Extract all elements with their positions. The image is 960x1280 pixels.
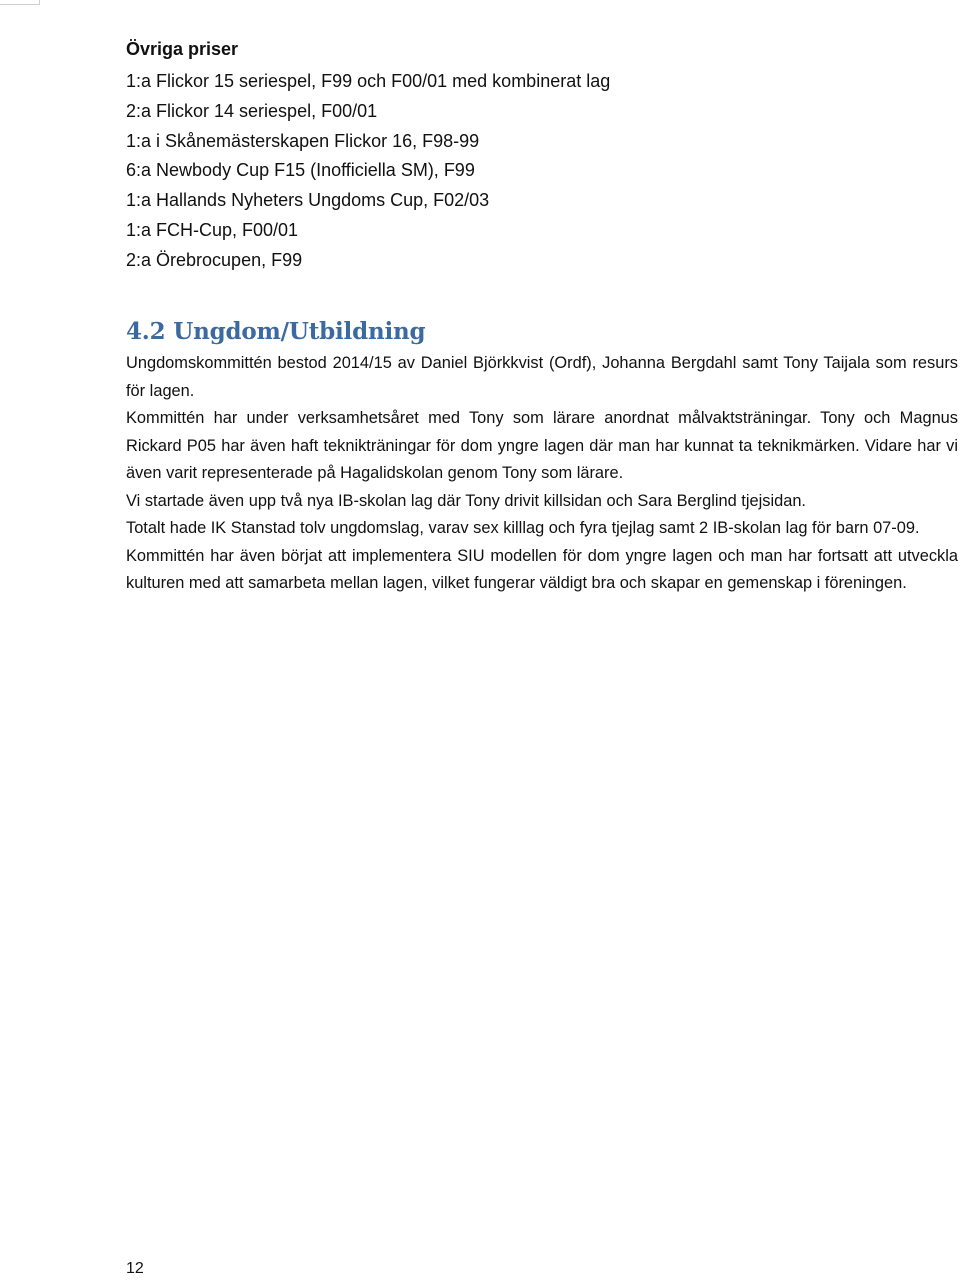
prize-item: 1:a i Skånemästerskapen Flickor 16, F98-99 xyxy=(126,130,480,151)
prize-item: 1:a FCH-Cup, F00/01 xyxy=(126,219,299,240)
prize-item: 2:a Flickor 14 seriespel, F00/01 xyxy=(126,100,378,121)
prize-list xyxy=(126,67,610,276)
other-prizes-heading: Övriga priser xyxy=(126,39,239,59)
section-body xyxy=(126,350,958,598)
paragraph: Kommittén har under verksamhetsåret med Tony som lärare anordnat målvaktsträningar. Tony och Magnus Rickard P05 har även haft teknikträningar för dom yngre lagen där man har kunnat ta teknikmärken. Vidare har vi även varit representerade på Hagalidskolan genom Tony som lärare. xyxy=(126,409,958,482)
page-number: 12 xyxy=(126,1260,144,1277)
paragraph: Kommittén har även börjat att implementera SIU modellen för dom yngre lagen och man har fortsatt att utveckla kulturen med att samarbeta mellan lagen, vilket fungerar väldigt bra och skapar en gemenskap i föreningen. xyxy=(126,546,958,592)
prize-item: 6:a Newbody Cup F15 (Inofficiella SM), F99 xyxy=(126,160,475,181)
paragraph: Totalt hade IK Stanstad tolv ungdomslag, varav sex killlag och fyra tjejlag samt 2 IB-skolan lag för barn 07-09. xyxy=(126,519,920,537)
paragraph: Ungdomskommittén bestod 2014/15 av Daniel Björkkvist (Ordf), Johanna Bergdahl samt Tony Taijala som resurs för lagen. xyxy=(126,354,958,400)
page-corner-mark xyxy=(0,0,40,5)
prize-item: 1:a Flickor 15 seriespel, F99 och F00/01 med kombinerat lag xyxy=(126,71,611,91)
paragraph: Vi startade även upp två nya IB-skolan lag där Tony drivit killsidan och Sara Berglind tjejsidan. xyxy=(126,491,806,510)
section-title: 4.2 Ungdom/Utbildning xyxy=(126,318,426,345)
prize-item: 1:a Hallands Nyheters Ungdoms Cup, F02/03 xyxy=(126,190,490,211)
prize-item: 2:a Örebrocupen, F99 xyxy=(126,249,303,270)
